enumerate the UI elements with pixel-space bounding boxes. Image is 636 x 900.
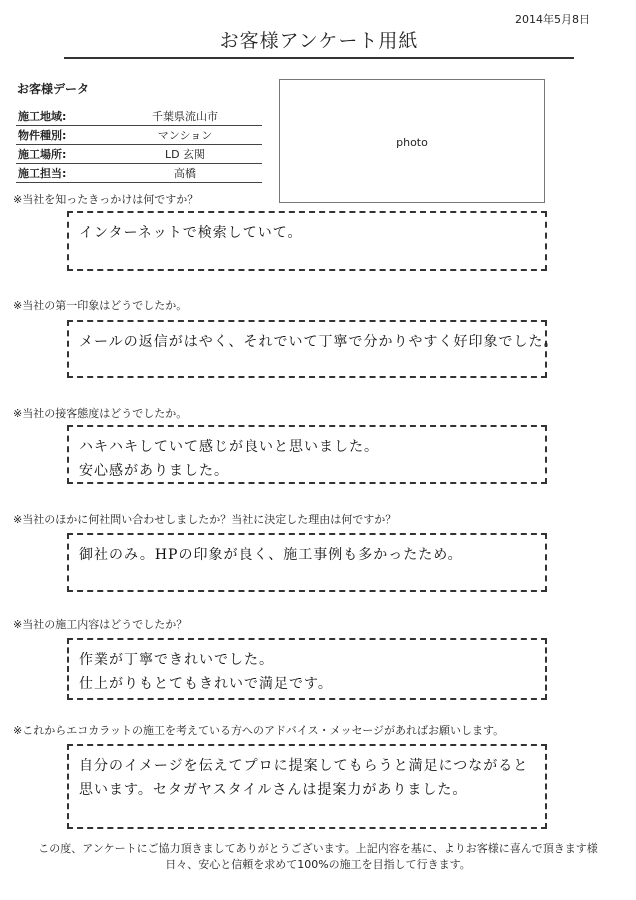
survey-date: 2014年5月8日 — [515, 13, 590, 26]
answer-line: 仕上がりもとてもきれいで満足です。 — [79, 676, 333, 692]
answer-box-5 — [67, 638, 547, 700]
answer-box-6 — [67, 744, 547, 829]
info-row-location — [16, 145, 262, 164]
answer-line: 作業が丁寧できれいでした。 — [79, 652, 274, 668]
info-label: 施工担当: — [16, 164, 108, 183]
info-value: 高橋 — [108, 164, 262, 183]
info-row-area — [16, 107, 262, 126]
closing-message — [0, 841, 636, 873]
answer-line: ハキハキしていて感じが良いと思いました。 — [79, 439, 379, 455]
answer-box-2 — [67, 320, 559, 378]
question-1: ※当社を知ったきっかけは何ですか？ — [13, 193, 199, 206]
answer-line: 安心感がありました。 — [79, 463, 229, 479]
answer-line: インターネットで検索していて。 — [79, 225, 303, 241]
question-3: ※当社の接客態度はどうでしたか。 — [13, 407, 188, 420]
question-2: ※当社の第一印象はどうでしたか。 — [13, 299, 188, 312]
closing-line: この度、アンケートにご協力頂きましてありがとうございます。上記内容を基に、よりお客様に喜んで頂きます様 — [38, 842, 598, 855]
photo-placeholder — [279, 79, 545, 203]
question-4: ※当社のほかに何社問い合わせしましたか？当社に決定した理由は何ですか？ — [13, 513, 397, 526]
answer-box-4 — [67, 533, 547, 592]
answer-line: 御社のみ。HPの印象が良く、施工事例も多かったため。 — [79, 547, 463, 563]
question-5: ※当社の施工内容はどうでしたか？ — [13, 618, 188, 631]
closing-line: 日々、安心と信頼を求めて100%の施工を目指して行きます。 — [165, 858, 471, 871]
info-label: 施工地域: — [16, 107, 108, 126]
customer-data-heading: お客様データ — [17, 82, 90, 96]
customer-info-table — [16, 107, 262, 183]
answer-box-1 — [67, 211, 547, 271]
answer-line: 思います。セタガヤスタイルさんは提案力がありました。 — [79, 782, 468, 798]
photo-label: photo — [396, 136, 428, 149]
info-value: LD 玄関 — [108, 145, 262, 164]
info-value: 千葉県流山市 — [108, 107, 262, 126]
answer-line: メールの返信がはやく、それでいて丁寧で分かりやすく好印象でした。 — [79, 334, 559, 350]
question-6: ※これからエコカラットの施工を考えている方へのアドバイス・メッセージがあればお願いします。 — [13, 724, 505, 737]
info-label: 物件種別: — [16, 126, 108, 145]
info-row-property-type — [16, 126, 262, 145]
info-label: 施工場所: — [16, 145, 108, 164]
page-title: お客様アンケート用紙 — [64, 26, 574, 59]
answer-line: 自分のイメージを伝えてプロに提案してもらうと満足につながると — [79, 758, 529, 774]
answer-box-3 — [67, 425, 547, 484]
info-row-staff — [16, 164, 262, 183]
info-value: マンション — [108, 126, 262, 145]
